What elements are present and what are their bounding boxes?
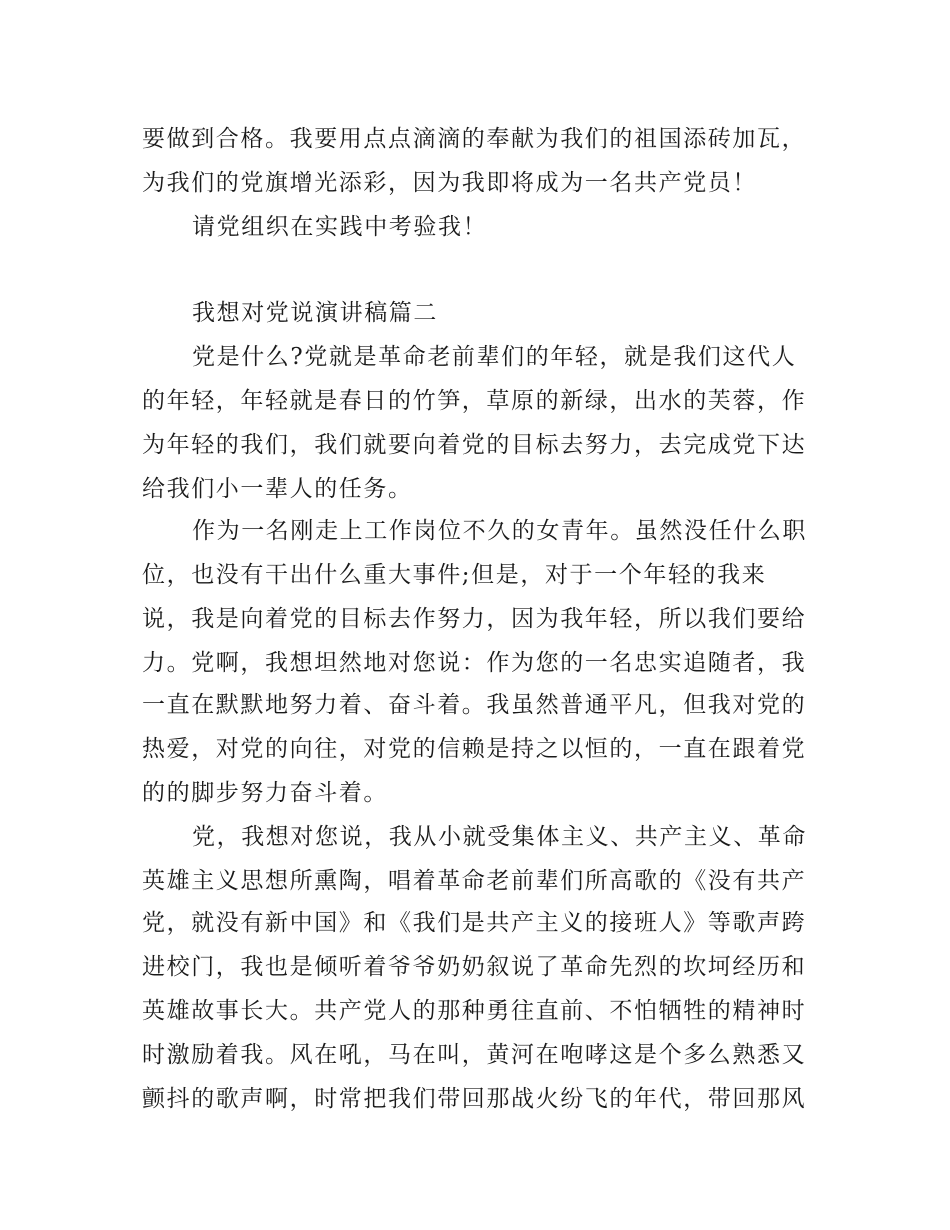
paragraph-line: 时激励着我。风在吼，马在叫，黄河在咆哮这是个多么熟悉又	[142, 1042, 807, 1068]
paragraph-line: 英雄故事长大。共产党人的那种勇往直前、不怕牺牲的精神时	[142, 998, 807, 1024]
paragraph-line: 的的脚步努力奋斗着。	[142, 780, 388, 806]
paragraph-line: 作为一名刚走上工作岗位不久的女青年。虽然没任什么职	[192, 518, 807, 544]
paragraph-line: 要做到合格。我要用点点滴滴的奉献为我们的祖国添砖加瓦，	[142, 126, 807, 152]
paragraph-line: 为我们的党旗增光添彩，因为我即将成为一名共产党员！	[142, 170, 757, 196]
paragraph-line: 请党组织在实践中考验我！	[192, 214, 488, 240]
paragraph-line: 党，我想对您说，我从小就受集体主义、共产主义、革命	[192, 824, 807, 850]
paragraph-line: 党，就没有新中国》和《我们是共产主义的接班人》等歌声跨	[142, 910, 807, 936]
paragraph-line: 热爱，对党的向往，对党的信赖是持之以恒的，一直在跟着党	[142, 736, 807, 762]
paragraph-line: 的年轻，年轻就是春日的竹笋，草原的新绿，出水的芙蓉，作	[142, 388, 807, 414]
paragraph-line: 英雄主义思想所熏陶，唱着革命老前辈们所高歌的《没有共产	[142, 868, 807, 894]
paragraph-line: 说，我是向着党的目标去作努力，因为我年轻，所以我们要给	[142, 606, 807, 632]
paragraph-line: 一直在默默地努力着、奋斗着。我虽然普通平凡，但我对党的	[142, 692, 807, 718]
paragraph-line: 为年轻的我们，我们就要向着党的目标去努力，去完成党下达	[142, 432, 807, 458]
section-heading: 我想对党说演讲稿篇二	[192, 300, 438, 326]
paragraph-line: 进校门，我也是倾听着爷爷奶奶叙说了革命先烈的坎坷经历和	[142, 954, 807, 980]
paragraph-line: 颤抖的歌声啊，时常把我们带回那战火纷飞的年代，带回那风	[142, 1086, 807, 1112]
paragraph-line: 给我们小一辈人的任务。	[142, 476, 413, 502]
paragraph-line: 力。党啊，我想坦然地对您说：作为您的一名忠实追随者，我	[142, 650, 807, 676]
paragraph-line: 位，也没有干出什么重大事件;但是，对于一个年轻的我来	[142, 562, 767, 588]
paragraph-line: 党是什么?党就是革命老前辈们的年轻，就是我们这代人	[192, 344, 797, 370]
